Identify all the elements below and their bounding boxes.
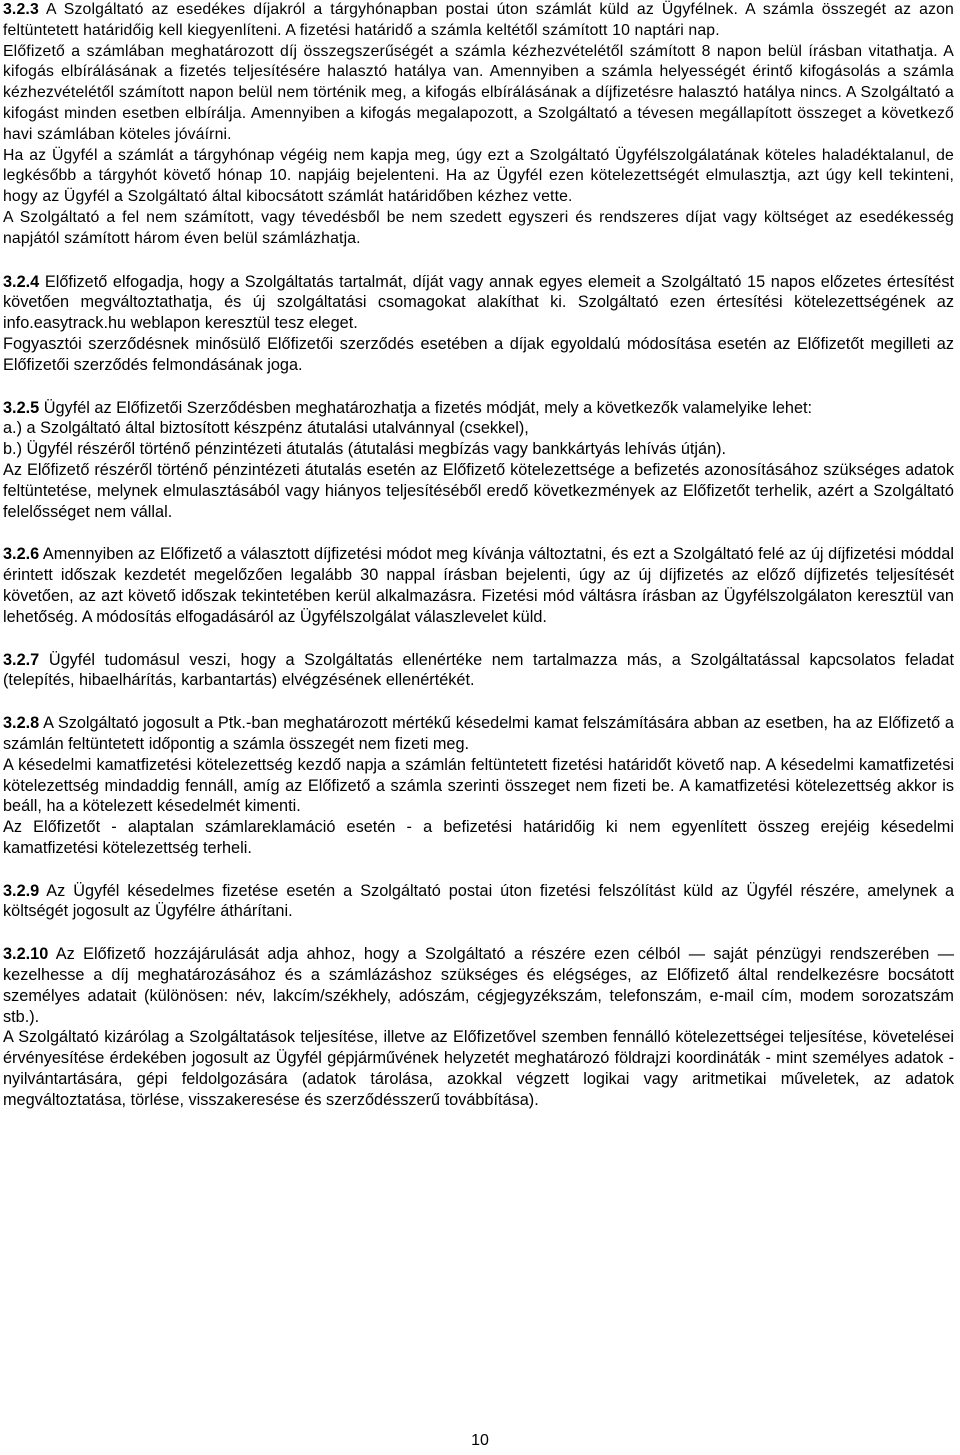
section-number: 3.2.9 — [3, 881, 40, 900]
section-3-2-3 — [3, 0, 954, 250]
section-number: 3.2.6 — [3, 545, 40, 564]
paragraph: A Szolgáltató a fel nem számított, vagy tévedésből be nem szedett egyszeri és rendszeres díjat vagy költséget az esedékesség napjától számított három éven belül számlázhatja. — [3, 208, 954, 247]
section-number: 3.2.8 — [3, 714, 40, 733]
section-3-2-7 — [3, 650, 954, 692]
paragraph: A késedelmi kamatfizetési kötelezettség kezdő napja a számlán feltüntetett fizetési határidőt követő nap. A késedelmi kamatfizetési kötelezettség mindaddig fennáll, amíg az Előfizető a számla szerinti összeget nem fizeti be. A kamatfizetési kötelezettség akkor is beáll, ha a kötelezett késedelmét kimenti. — [3, 755, 954, 816]
section-number: 3.2.5 — [3, 398, 40, 417]
paragraph: 3.2.6 Amennyiben az Előfizető a választott díjfizetési módot meg kívánja változtatni, és ezt a Szolgáltató felé az új díjfizetési móddal érintett időszak kezdetét megelőzően legalább 30 nappal írásban bejelenti, úgy az új díjfizetés az előző díjfizetés teljesítését követően, az azt követő időszak tekintetében kerül alkalmazásra. Fizetési mód váltásra írásban az Ügyfélszolgálaton keresztül van lehetőség. A módosítás elfogadásáról az Ügyfélszolgálat válaszlevelet küld. — [3, 545, 954, 626]
section-3-2-8 — [3, 713, 954, 859]
section-number: 3.2.4 — [3, 272, 40, 291]
paragraph: Fogyasztói szerződésnek minősülő Előfizetői szerződés esetében a díjak egyoldalú módosítása esetén az Előfizetőt megilleti az Előfizetői szerződés felmondásának joga. — [3, 334, 954, 374]
list-item: a.) a Szolgáltató által biztosított készpénz átutalási utalvánnyal (csekkel), — [3, 419, 529, 438]
paragraph: Az Előfizetőt - alaptalan számlareklamáció esetén - a befizetési határidőig ki nem egyenlített összeg erejéig késedelmi kamatfizetési kötelezettség terheli. — [3, 818, 954, 857]
section-number: 3.2.3 — [3, 1, 39, 18]
section-number: 3.2.10 — [3, 945, 49, 964]
paragraph: Az Előfizető részéről történő pénzintézeti átutalás esetén az Előfizető kötelezettsége a befizetés azonosításához szükséges adatok feltüntetése, melynek elmulasztásából vagy hiányos teljesítéséből eredő következmények az Előfizetőt terhelik, azért a Szolgáltató felelősséget nem vállal. — [3, 460, 954, 521]
section-3-2-4 — [3, 272, 954, 376]
paragraph: 3.2.3 A Szolgáltató az esedékes díjakról a tárgyhónapban postai úton számlát küld az Ügyfélnek. A számla összegét az azon feltüntetett határidőig kell kiegyenlíteni. A fizetési határidő a számla keltétől számított 10 naptári nap. — [3, 1, 954, 39]
section-3-2-5 — [3, 398, 954, 523]
paragraph: 3.2.7 Ügyfél tudomásul veszi, hogy a Szolgáltatás ellenértéke nem tartalmazza más, a Szolgáltatással kapcsolatos feladat (telepítés, hibaelhárítás, karbantartás) elvégzésének ellenértékét. — [3, 650, 954, 690]
section-3-2-6 — [3, 544, 954, 627]
paragraph: 3.2.10 Az Előfizető hozzájárulását adja ahhoz, hogy a Szolgáltató a részére ezen célból — saját pénzügyi rendszerében — kezelhesse a díj meghatározásához és a számlázáshoz szükséges és elégséges, az Előfizető által rendelkezésre bocsátott személyes adatait (különösen: név, lakcím/székhely, adószám, cégjegyzékszám, telefonszám, e-mail cím, modem sorozatszám stb.). — [3, 945, 954, 1026]
paragraph: 3.2.9 Az Ügyfél késedelmes fizetése esetén a Szolgáltató postai úton fizetési felszólítást küld az Ügyfél részére, amelynek a költségét jogosult az Ügyfélre áthárítani. — [3, 881, 954, 921]
list-item: b.) Ügyfél részéről történő pénzintézeti átutalás (átutalási megbízás vagy bankkártyás lehívás útján). — [3, 440, 727, 459]
section-number: 3.2.7 — [3, 650, 40, 669]
paragraph: Előfizető a számlában meghatározott díj összegszerűségét a számla kézhezvételétől számított 8 napon belül írásban vitathatja. A kifogás elbírálásának a fizetés teljesítésére halasztó hatálya van. Amennyiben a számla helyességét érintő kifogásolás a számla kézhezvételétől számított napon belül nem történik meg, a kifogás elbírálásának a díjfizetésre halasztó hatálya nincs. A Szolgáltató a kifogást minden esetben elbírálja. Amennyiben a kifogás megalapozott, a Szolgáltató a tévesen megállapított összeget a következő havi számlában köteles jóváírni. — [3, 42, 954, 143]
paragraph: 3.2.4 Előfizető elfogadja, hogy a Szolgáltatás tartalmát, díját vagy annak egyes elemeit a Szolgáltató 15 napos előzetes értesítést követően megváltoztathatja, és új szolgáltatási csomagokat alakíthat ki. Szolgáltató ezen értesítési kötelezettségének az info.easytrack.hu weblapon keresztül tesz eleget. — [3, 272, 954, 333]
paragraph: 3.2.5 Ügyfél az Előfizetői Szerződésben meghatározhatja a fizetés módját, mely a következők valamelyike lehet: — [3, 398, 813, 417]
paragraph: Ha az Ügyfél a számlát a tárgyhónap végéig nem kapja meg, úgy ezt a Szolgáltató Ügyfélszolgálatának köteles haladéktalanul, de legkésőbb a tárgyhót követő hónap 10. napjáig bejelenteni. Ha az Ügyfél ezen kötelezettségét elmulasztja, azt úgy kell tekinteni, hogy az Ügyfél a Szolgáltató által kibocsátott számlát határidőben kézhez vette. — [3, 146, 954, 206]
section-3-2-10 — [3, 944, 954, 1110]
section-3-2-9 — [3, 881, 954, 923]
paragraph: A Szolgáltató kizárólag a Szolgáltatások teljesítése, illetve az Előfizetővel szemben fennálló kötelezettségei teljesítése, követelései érvényesítése érdekében jogosult az Ügyfél gépjárművének helyzetét meghatározó földrajzi koordináták - mint személyes adatok - nyilvántartására, gépi feldolgozására (adatok tárolása, azokkal végzett logikai vagy aritmetikai műveletek, az adatok megváltoztatása, törlése, visszakeresése és szerződésszerű továbbítása). — [3, 1028, 954, 1109]
page-number: 10 — [471, 1432, 489, 1449]
paragraph: 3.2.8 A Szolgáltató jogosult a Ptk.-ban meghatározott mértékű késedelmi kamat felszámítására abban az esetben, ha az Előfizető a számlán feltüntetett időpontig a számla összegét nem fizeti meg. — [3, 714, 954, 753]
